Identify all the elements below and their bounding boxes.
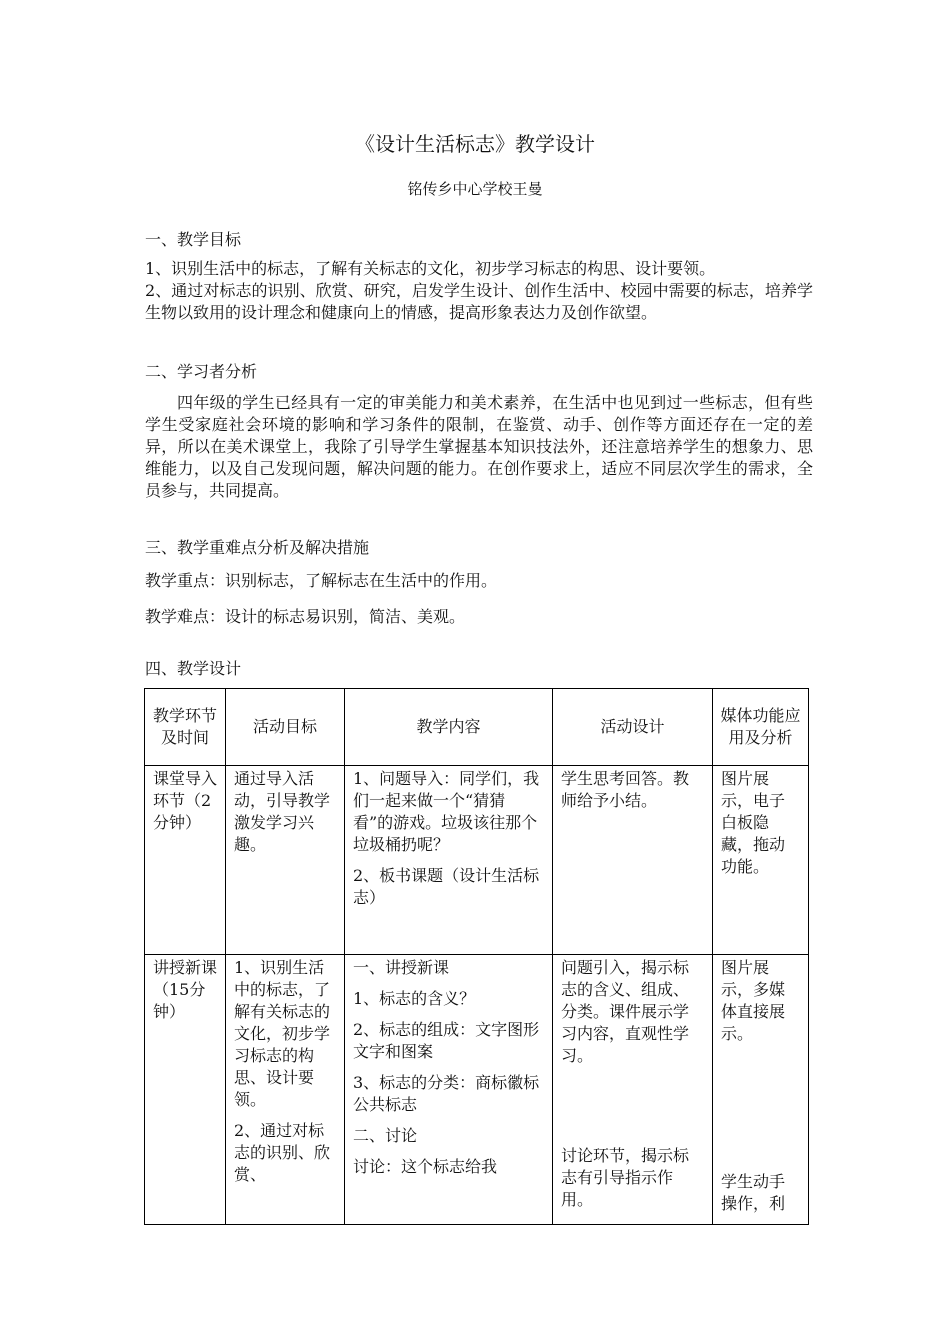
author-line: 铭传乡中心学校王曼 <box>407 180 543 198</box>
media-cell <box>713 766 809 955</box>
section-heading-learners: 二、学习者分析 <box>145 362 258 381</box>
content-item: 2、板书课题（设计生活标志） <box>353 866 540 907</box>
section-heading-objectives: 一、教学目标 <box>145 230 242 249</box>
content-item: 3、标志的分类：商标徽标 公共标志 <box>353 1073 556 1114</box>
table-row <box>145 766 809 955</box>
content-item: 讨论：这个标志给我 <box>353 1157 498 1176</box>
document-title: 《设计生活标志》教学设计 <box>355 132 595 156</box>
teaching-difficulty: 教学难点：设计的标志易识别，简洁、美观。 <box>145 607 466 626</box>
goal-cell: 通过导入活动，引导教学激发学习兴趣。 <box>226 766 345 955</box>
learners-paragraph: 四年级的学生已经具有一定的审美能力和美术素养，在生活中也见到过一些标志，但有些学生受家庭社会环境的影响和学习条件的限制，在鉴赏、动手、创作等方面还存在一定的差异，所以在美术课堂上，我除了引导学生掌握基本知识技法外，还注意培养学生的想象力、思维能力，以及自己发现问题，解决问题的能力。在创作要求上，适应不同层次学生的需求，全员参与，共同提高。 <box>145 393 813 500</box>
column-header: 教学环节及时间 <box>145 689 226 766</box>
column-header: 活动目标 <box>226 689 345 766</box>
table-header-row <box>145 689 809 766</box>
activity-cell <box>553 766 713 955</box>
activity-item: 问题引入，揭示标志的含义、组成、分类。课件展示学习内容，直观性学习。 <box>561 958 690 1065</box>
activity-cell <box>553 955 713 1225</box>
media-item: 图片展示，多媒体直接展示。 <box>721 958 786 1043</box>
table-row <box>145 955 809 1225</box>
objective-item: 2、通过对标志的识别、欣赏、研究，启发学生设计、创作生活中、校园中需要的标志，培养学生物以致用的设计理念和健康向上的情感，提高形象表达力及创作欲望。 <box>145 281 813 322</box>
objectives-list <box>145 258 813 324</box>
content-cell <box>345 766 553 955</box>
column-header: 媒体功能应用及分析 <box>713 689 809 766</box>
goal-cell <box>226 955 345 1225</box>
content-item: 2、标志的组成：文字图形 文字和图案 <box>353 1020 556 1061</box>
stage-cell: 讲授新课（15分钟） <box>145 955 226 1225</box>
column-header: 教学内容 <box>345 689 553 766</box>
media-item: 学生动手操作，利 <box>721 1172 786 1213</box>
column-header: 活动设计 <box>553 689 713 766</box>
section-heading-key-points: 三、教学重难点分析及解决措施 <box>145 538 370 557</box>
media-cell <box>713 955 809 1225</box>
media-item: 图片展示，电子白板隐藏，拖动功能。 <box>721 769 786 876</box>
stage-cell: 课堂导入环节（2分钟） <box>145 766 226 955</box>
activity-item: 讨论环节，揭示标志有引导指示作用。 <box>561 1146 690 1209</box>
activity-item: 学生思考回答。教师给予小结。 <box>561 769 690 810</box>
section-heading-design: 四、教学设计 <box>145 659 242 678</box>
content-item: 二、讨论 <box>353 1126 418 1145</box>
goal-item: 1、识别生活中的标志，了解有关标志的文化，初步学习标志的构思、设计要领。 <box>234 958 331 1109</box>
objective-item: 1、识别生活中的标志，了解有关标志的文化，初步学习标志的构思、设计要领。 <box>145 259 716 278</box>
content-item: 一、讲授新课 <box>353 958 450 977</box>
content-cell <box>345 955 556 1225</box>
content-item: 1、标志的含义？ <box>353 989 476 1008</box>
teaching-design-table <box>144 688 809 1225</box>
teaching-focus: 教学重点：识别标志，了解标志在生活中的作用。 <box>145 571 498 590</box>
content-item: 1、问题导入：同学们，我们一起来做一个“猜猜看”的游戏。垃圾该往那个垃圾桶扔呢？ <box>353 769 540 854</box>
goal-item: 2、通过对标志的识别、欣赏、 <box>234 1121 331 1184</box>
